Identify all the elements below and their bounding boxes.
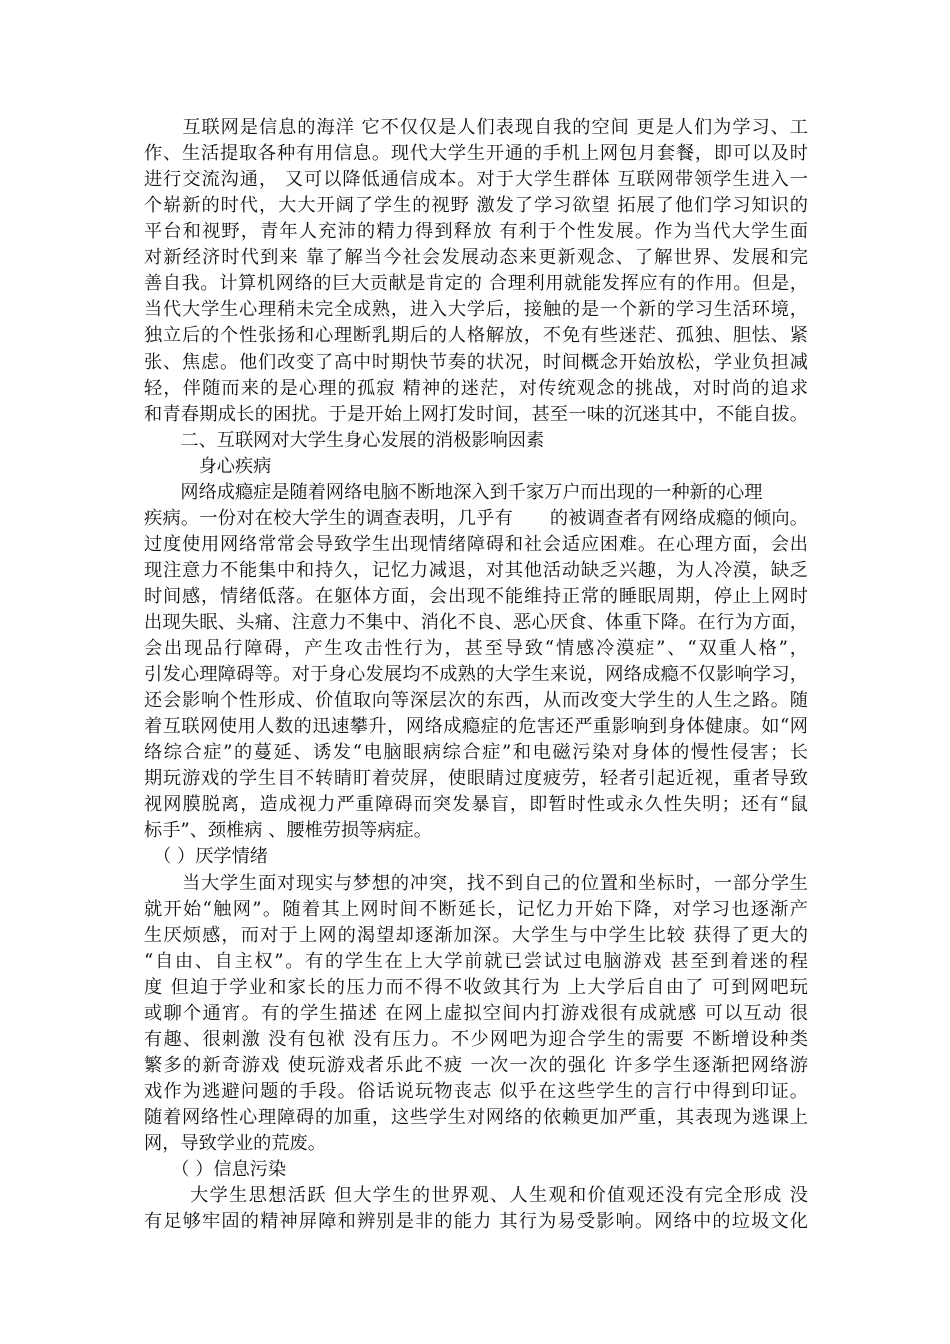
- text-line: 疾病。一份对在校大学生的调查表明，几乎有 的被调查者有网络成瘾的倾向。: [144, 507, 808, 529]
- text-line: 或聊个通宵。有的学生描述 在网上虚拟空间内打游戏很有成就感 可以互动 很: [144, 1002, 808, 1024]
- text-line: 二、互联网对大学生身心发展的消极影响因素: [144, 429, 545, 451]
- text-line: 出现失眠、头痛、注意力不集中、消化不良、恶心厌食、体重下降。在行为方面，: [144, 612, 808, 633]
- text-line: 大学生思想活跃 但大学生的世界观、人生观和价值观还没有完全形成 没: [144, 1185, 808, 1206]
- text-line: 随着网络性心理障碍的加重，这些学生对网络的依赖更加严重，其表现为逃课上: [144, 1106, 808, 1128]
- text-line: 度 但迫于学业和家长的压力而不得不收敛其行为 上大学后自由了 可到网吧玩: [144, 976, 808, 998]
- text-line: 标手”、颈椎病 、腰椎劳损等病症。: [144, 820, 432, 842]
- text-line: 着互联网使用人数的迅速攀升，网络成瘾症的危害还严重影响到身体健康。如“网: [144, 716, 808, 738]
- text-line: 戏作为逃避问题的手段。俗话说玩物丧志 似乎在这些学生的言行中得到印证。: [144, 1080, 808, 1102]
- text-line: 善自我。计算机网络的巨大贡献是肯定的 合理利用就能发挥应有的作用。但是，: [144, 273, 808, 295]
- text-line: 当代大学生心理稍未完全成熟，进入大学后，接触的是一个新的学习生活环境，: [144, 299, 808, 321]
- text-line: 就开始“触网”。随着其上网时间不断延长，记忆力开始下降，对学习也逐渐产: [144, 898, 808, 920]
- text-line: 独立后的个性张扬和心理断乳期后的人格解放，不免有些迷茫、孤独、胆怯、紧: [144, 325, 808, 347]
- text-line: 还会影响个性形成、价值取向等深层次的东西，从而改变大学生的人生之路。随: [144, 690, 808, 712]
- text-line: 进行交流沟通， 又可以降低通信成本。对于大学生群体 互联网带领学生进入一: [144, 169, 808, 191]
- text-line: 时间感，情绪低落。在躯体方面，会出现不能维持正常的睡眠周期，停止上网时: [144, 585, 808, 607]
- text-line: 期玩游戏的学生目不转睛盯着荧屏，使眼睛过度疲劳，轻者引起近视，重者导致: [144, 768, 808, 790]
- text-line: 对新经济时代到来 靠了解当今社会发展动态来更新观念、了解世界、发展和完: [144, 247, 808, 269]
- text-line: （ ）厌学情绪: [144, 846, 268, 868]
- text-line: 有足够牢固的精神屏障和辨别是非的能力 其行为易受影响。网络中的垃圾文化: [144, 1211, 808, 1233]
- text-line: 和青春期成长的困扰。于是开始上网打发时间，甚至一味的沉迷其中，不能自拔。: [144, 403, 808, 425]
- text-line: 互联网是信息的海洋 它不仅仅是人们表现自我的空间 更是人们为学习、工: [144, 117, 808, 138]
- text-line: 有趣、很刺激 没有包袱 没有压力。不少网吧为迎合学生的需要 不断增设种类: [144, 1028, 808, 1050]
- text-line: 平台和视野，青年人充沛的精力得到释放 有利于个性发展。作为当代大学生面: [144, 221, 808, 243]
- text-line: 引发心理障碍等。对于身心发展均不成熟的大学生来说，网络成瘾不仅影响学习，: [144, 664, 808, 686]
- text-line: 轻，伴随而来的是心理的孤寂 精神的迷茫，对传统观念的挑战，对时尚的追求: [144, 377, 808, 399]
- text-line: 作、生活提取各种有用信息。现代大学生开通的手机上网包月套餐，即可以及时: [144, 143, 808, 165]
- text-line: 张、焦虑。他们改变了高中时期快节奏的状况，时间概念开始放松，学业负担减: [144, 351, 808, 373]
- text-line: 会出现品行障碍，产生攻击性行为，甚至导致“情感冷漠症”、“双重人格”，: [144, 638, 808, 659]
- text-line: （ ）信息污染: [144, 1159, 287, 1180]
- text-line: 当大学生面对现实与梦想的冲突，找不到自己的位置和坐标时，一部分学生: [144, 872, 808, 894]
- text-line: 过度使用网络常常会导致学生出现情绪障碍和社会适应困难。在心理方面，会出: [144, 533, 808, 555]
- text-line: 网络成瘾症是随着网络电脑不断地深入到千家万户而出现的一种新的心理: [144, 481, 763, 503]
- text-line: 生厌烦感，而对于上网的渴望却逐渐加深。大学生与中学生比较 获得了更大的: [144, 924, 808, 946]
- text-line: 现注意力不能集中和持久，记忆力减退，对其他活动缺乏兴趣，为人冷漠，缺乏: [144, 559, 808, 581]
- text-line: 视网膜脱离，造成视力严重障碍而突发暴盲，即暂时性或永久性失明；还有“鼠: [144, 794, 808, 816]
- text-line: 繁多的新奇游戏 使玩游戏者乐此不疲 一次一次的强化 许多学生逐渐把网络游: [144, 1054, 808, 1076]
- text-line: 络综合症”的蔓延、诱发“电脑眼病综合症”和电磁污染对身体的慢性侵害；长: [144, 742, 808, 764]
- text-line: 个崭新的时代，大大开阔了学生的视野 激发了学习欲望 拓展了他们学习知识的: [144, 195, 808, 217]
- text-line: 身心疾病: [144, 455, 272, 477]
- text-line: 网，导致学业的荒废。: [144, 1133, 326, 1154]
- text-line: “自由、自主权”。有的学生在上大学前就已尝试过电脑游戏 甚至到着迷的程: [144, 950, 808, 972]
